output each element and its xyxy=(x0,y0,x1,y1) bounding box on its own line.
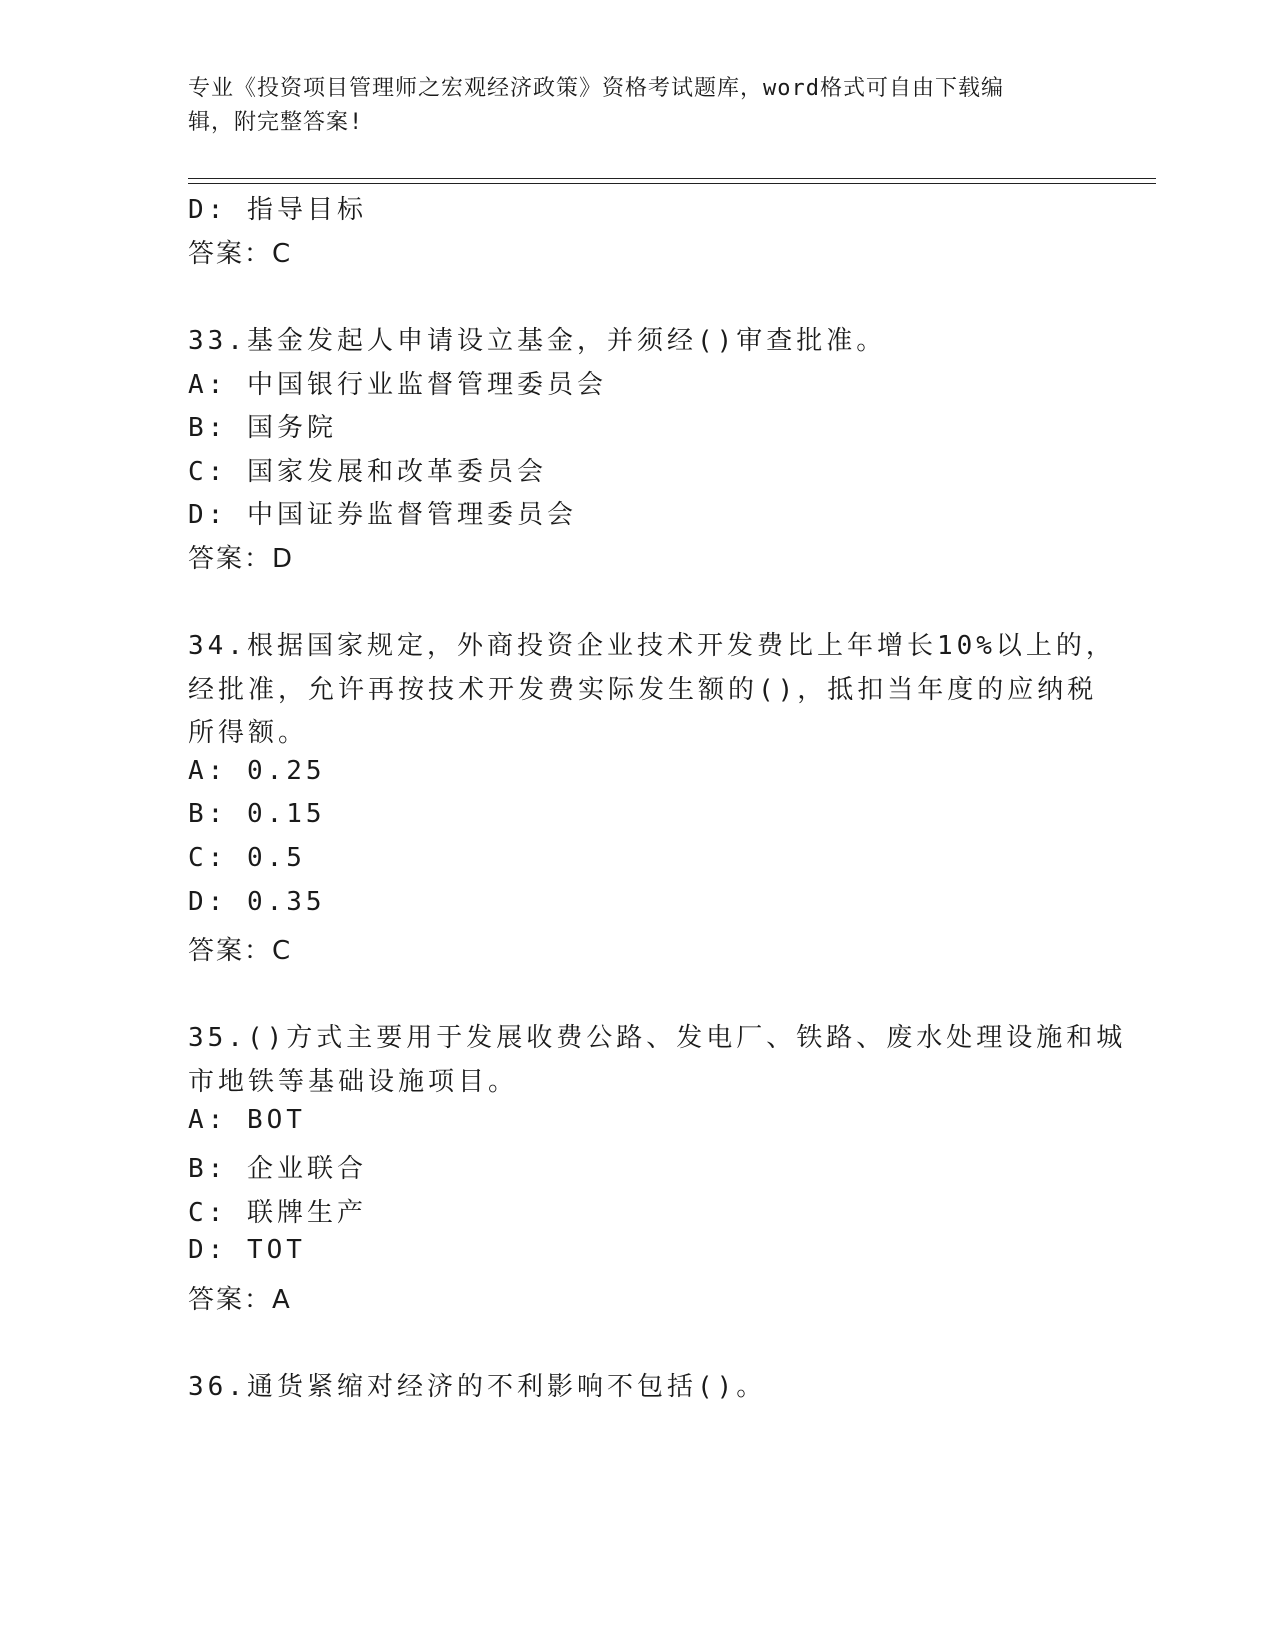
q36-stem: 36.通货紧缩对经济的不利影响不包括()。 xyxy=(188,1372,767,1402)
q34-option-a: A: 0.25 xyxy=(188,756,326,786)
q34-answer: 答案：C xyxy=(188,936,293,966)
q35-answer: 答案：A xyxy=(188,1285,292,1315)
header-line-2: 辑，附完整答案! xyxy=(188,110,364,135)
q34-option-b: B: 0.15 xyxy=(188,799,326,829)
q34-stem-line-1: 34.根据国家规定，外商投资企业技术开发费比上年增长10%以上的， xyxy=(188,631,1116,661)
q34-stem-line-3: 所得额。 xyxy=(188,718,309,748)
q35-option-d: D: TOT xyxy=(188,1235,306,1265)
q33-answer: 答案：D xyxy=(188,544,295,574)
q35-stem-line-2: 市地铁等基础设施项目。 xyxy=(188,1067,519,1097)
header-divider-top xyxy=(188,178,1156,179)
q33-option-d: D: 中国证券监督管理委员会 xyxy=(188,500,577,530)
q33-option-a: A: 中国银行业监督管理委员会 xyxy=(188,370,607,400)
q34-option-c: C: 0.5 xyxy=(188,843,306,873)
page-header xyxy=(188,72,1088,140)
q35-option-b: B: 企业联合 xyxy=(188,1154,367,1184)
header-line-1: 专业《投资项目管理师之宏观经济政策》资格考试题库，word格式可自由下载编 xyxy=(188,76,1004,101)
q35-stem-line-1: 35.()方式主要用于发展收费公路、发电厂、铁路、废水处理设施和城 xyxy=(188,1023,1127,1053)
q33-stem: 33.基金发起人申请设立基金，并须经()审查批准。 xyxy=(188,326,887,356)
q34-stem-line-2: 经批准，允许再按技术开发费实际发生额的()，抵扣当年度的应纳税 xyxy=(188,675,1098,705)
q33-option-c: C: 国家发展和改革委员会 xyxy=(188,457,547,487)
q35-option-c: C: 联牌生产 xyxy=(188,1198,367,1228)
q35-option-a: A: BOT xyxy=(188,1105,306,1135)
q34-option-d: D: 0.35 xyxy=(188,887,326,917)
prev-answer: 答案：C xyxy=(188,239,293,269)
header-divider-bottom xyxy=(188,183,1156,184)
q33-option-b: B: 国务院 xyxy=(188,413,337,443)
prev-option-d: D: 指导目标 xyxy=(188,195,367,225)
